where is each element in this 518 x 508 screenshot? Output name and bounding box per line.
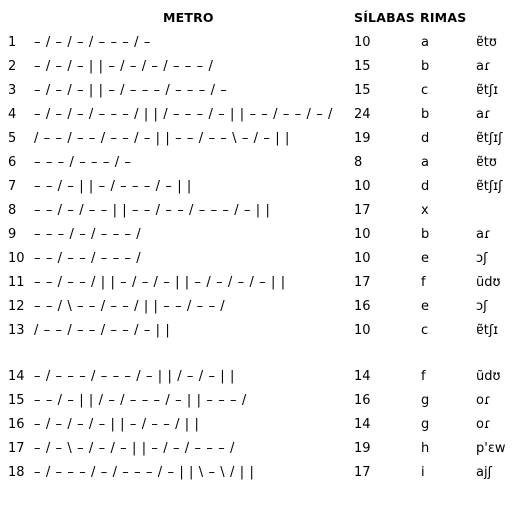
verse-row [0, 202, 518, 226]
verse-row [0, 106, 518, 130]
syllable-count: 15 [354, 59, 371, 74]
rhyme-letter: h [421, 441, 430, 456]
verse-row [0, 464, 518, 488]
syllable-count: 10 [354, 251, 371, 266]
meter-pattern: – – / – – / – – – / [34, 251, 142, 266]
meter-pattern: – / – / – / – – – / – [34, 35, 151, 50]
rhyme-sound: p'ɛw [476, 441, 506, 456]
syllable-count: 17 [354, 203, 371, 218]
rhyme-letter: a [421, 35, 429, 50]
syllable-count: 19 [354, 441, 371, 456]
meter-pattern: – / – / – / – | | – / – – / | | [34, 417, 200, 432]
rhyme-letter: g [421, 417, 430, 432]
meter-pattern: – – – / – / – – – / [34, 227, 142, 242]
rhyme-sound: ɔʃ [476, 251, 488, 266]
syllable-count: 16 [354, 393, 371, 408]
rhyme-letter: c [421, 83, 429, 98]
rhyme-sound: aɾ [476, 227, 491, 242]
meter-pattern: – / – – – / – – – / – | | / – / – | | [34, 369, 236, 384]
rhyme-letter: g [421, 393, 430, 408]
meter-pattern: – / – \ – / – / – | | – / – / – – – / [34, 441, 236, 456]
rhyme-sound: ɔʃ [476, 299, 488, 314]
syllable-count: 17 [354, 465, 371, 480]
rhyme-letter: c [421, 323, 429, 338]
meter-pattern: / – – / – – / – – / – | | – – / – – \ – / – | | [34, 131, 290, 146]
rhyme-letter: x [421, 203, 429, 218]
line-number: 1 [8, 35, 17, 50]
rhyme-sound: ajʃ [476, 465, 492, 480]
verse-row [0, 368, 518, 392]
line-number: 8 [8, 203, 17, 218]
line-number: 9 [8, 227, 17, 242]
syllable-count: 10 [354, 227, 371, 242]
rhyme-sound: ũdʊ [476, 275, 501, 290]
line-number: 10 [8, 251, 25, 266]
verse-row [0, 392, 518, 416]
header-rimas: RIMAS [420, 10, 467, 25]
syllable-count: 8 [354, 155, 363, 170]
rhyme-sound: ɐ̃tʃɪ [476, 83, 499, 98]
verse-row [0, 130, 518, 154]
line-number: 11 [8, 275, 25, 290]
verse-row [0, 250, 518, 274]
syllable-count: 15 [354, 83, 371, 98]
line-number: 13 [8, 323, 25, 338]
line-number: 4 [8, 107, 17, 122]
rhyme-letter: d [421, 179, 430, 194]
line-number: 16 [8, 417, 25, 432]
rhyme-letter: f [421, 369, 426, 384]
rhyme-sound: aɾ [476, 59, 491, 74]
syllable-count: 14 [354, 369, 371, 384]
verse-row [0, 416, 518, 440]
verse-row [0, 322, 518, 346]
rhyme-letter: d [421, 131, 430, 146]
verse-row [0, 82, 518, 106]
meter-pattern: – – / – | | / – / – – – / – | | – – – / [34, 393, 247, 408]
verse-row [0, 34, 518, 58]
meter-pattern: – – / \ – – / – – / | | – – / – – / [34, 299, 226, 314]
meter-pattern: – – / – – / | | – / – / – | | – / – / – / – | | [34, 275, 286, 290]
meter-pattern: / – – / – – / – – / – | | [34, 323, 171, 338]
verse-row [0, 178, 518, 202]
meter-pattern: – / – / – / – – – / | | / – – – / – | | – – / – – / – / [34, 107, 334, 122]
verse-row [0, 298, 518, 322]
syllable-count: 24 [354, 107, 371, 122]
line-number: 2 [8, 59, 17, 74]
rhyme-letter: b [421, 227, 430, 242]
rhyme-letter: e [421, 251, 429, 266]
rhyme-letter: a [421, 155, 429, 170]
meter-pattern: – / – / – | | – / – – – / – – – / – [34, 83, 228, 98]
line-number: 6 [8, 155, 17, 170]
line-number: 17 [8, 441, 25, 456]
rhyme-letter: e [421, 299, 429, 314]
syllable-count: 10 [354, 35, 371, 50]
meter-pattern: – / – / – | | – / – / – / – – – / [34, 59, 214, 74]
meter-pattern: – – – / – – – / – [34, 155, 132, 170]
verse-row [0, 226, 518, 250]
syllable-count: 10 [354, 179, 371, 194]
line-number: 7 [8, 179, 17, 194]
syllable-count: 14 [354, 417, 371, 432]
verse-row [0, 440, 518, 464]
verse-row [0, 154, 518, 178]
meter-pattern: – – / – | | – / – – – / – | | [34, 179, 192, 194]
line-number: 14 [8, 369, 25, 384]
rhyme-sound: aɾ [476, 107, 491, 122]
rhyme-sound: ɐ̃tʃɪ [476, 323, 499, 338]
rhyme-letter: i [421, 465, 425, 480]
line-number: 18 [8, 465, 25, 480]
meter-pattern: – – / – / – – | | – – / – – / – – – / – | | [34, 203, 271, 218]
header-silabas: SÍLABAS [354, 10, 415, 25]
rhyme-letter: b [421, 107, 430, 122]
rhyme-letter: f [421, 275, 426, 290]
rhyme-sound: oɾ [476, 417, 491, 432]
rhyme-sound: ɐ̃tʃɪʃ [476, 131, 503, 146]
line-number: 5 [8, 131, 17, 146]
syllable-count: 19 [354, 131, 371, 146]
header-metro: METRO [163, 10, 214, 25]
syllable-count: 16 [354, 299, 371, 314]
rhyme-sound: ɐ̃tʃɪʃ [476, 179, 503, 194]
line-number: 3 [8, 83, 17, 98]
line-number: 12 [8, 299, 25, 314]
rhyme-sound: oɾ [476, 393, 491, 408]
meter-pattern: – / – – – / – / – – – / – | | \ – \ / | | [34, 465, 255, 480]
rhyme-sound: ɐ̃tʊ [476, 35, 497, 50]
rhyme-sound: ũdʊ [476, 369, 501, 384]
syllable-count: 10 [354, 323, 371, 338]
rhyme-letter: b [421, 59, 430, 74]
syllable-count: 17 [354, 275, 371, 290]
line-number: 15 [8, 393, 25, 408]
verse-row [0, 58, 518, 82]
verse-row [0, 274, 518, 298]
rhyme-sound: ɐ̃tʊ [476, 155, 497, 170]
